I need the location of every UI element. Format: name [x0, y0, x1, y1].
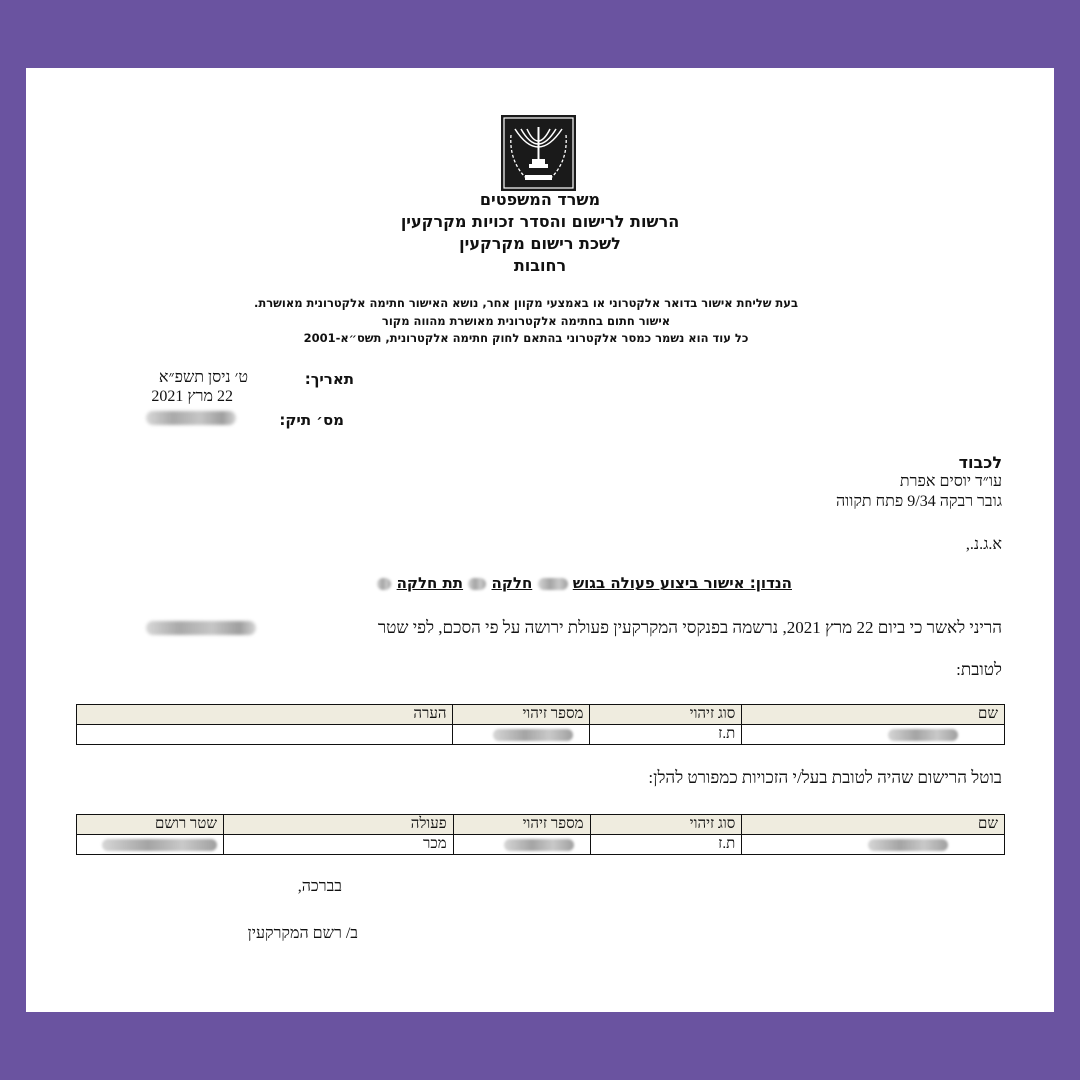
parcel-number-redacted	[468, 578, 486, 590]
name-cell	[742, 725, 1005, 745]
name-cell	[742, 835, 1005, 855]
id-type-cell: ת.ז	[590, 725, 742, 745]
file-number-label: מס׳ תיק:	[279, 411, 344, 429]
confirmation-text: הריני לאשר כי ביום 22 מרץ 2021, נרשמה בפנקסי המקרקעין פעולת ירושה על פי הסכם, לפי שטר	[377, 618, 1002, 637]
office-name: לשכת רישום מקרקעין	[459, 234, 621, 253]
salutation: לכבוד	[958, 453, 1002, 472]
office-city: רחובות	[513, 256, 567, 275]
date-label: תאריך:	[304, 370, 354, 388]
recipient-name: עו״ד יוסים אפרת	[899, 473, 1002, 490]
deed-number-redacted	[146, 621, 256, 635]
column-header: שם	[742, 815, 1005, 835]
cancelled-registration-label: בוטל הרישום שהיה לטובת בעל/י הזכויות כמפורט להלן:	[648, 768, 1002, 787]
recipient-address: גובר רבקה 9/34 פתח תקווה	[835, 493, 1002, 510]
document-page	[26, 68, 1054, 1012]
closing-regards: בברכה,	[297, 878, 342, 895]
cancelled-table	[76, 814, 1005, 855]
column-header: סוג זיהוי	[590, 815, 742, 835]
deed-redacted	[102, 839, 217, 851]
id-type-cell: ת.ז	[590, 835, 742, 855]
table-row	[77, 835, 1005, 855]
state-emblem	[501, 115, 576, 191]
notice-line-1: בעת שליחת אישור בדואר אלקטרוני או באמצעי מקוון אחר, נושא האישור חתימה אלקטרונית מאושרת.	[254, 296, 798, 310]
table-header-row	[77, 815, 1005, 835]
subject-line	[377, 574, 792, 592]
subject-subpart: תת חלקה	[396, 574, 464, 592]
subparcel-number-redacted	[377, 578, 391, 590]
date-gregorian: 22 מרץ 2021	[151, 388, 233, 405]
file-number-redacted	[146, 411, 236, 425]
column-header: פעולה	[224, 815, 454, 835]
column-header: מספר זיהוי	[453, 815, 590, 835]
table-row	[77, 725, 1005, 745]
notice-line-2: אישור חתום בחתימה אלקטרונית מאושרת מהווה מקור	[381, 314, 671, 328]
action-cell: מכר	[224, 835, 454, 855]
ministry-name: משרד המשפטים	[479, 190, 601, 209]
authority-name: הרשות לרישום והסדר זכויות מקרקעין	[400, 212, 680, 231]
column-header: מספר זיהוי	[453, 705, 590, 725]
subject-prefix: הנדון: אישור ביצוע פעולה בגוש	[572, 574, 792, 592]
id-number-redacted	[504, 839, 574, 851]
deed-cell	[77, 835, 224, 855]
id-number-redacted	[493, 729, 573, 741]
id-number-cell	[453, 725, 590, 745]
table-header-row	[77, 705, 1005, 725]
registrar-signature: ב/ רשם המקרקעין	[247, 925, 358, 942]
column-header: הערה	[77, 705, 453, 725]
greeting: א.ג.נ.,	[965, 536, 1002, 553]
column-header: שם	[742, 705, 1005, 725]
note-cell	[77, 725, 453, 745]
beneficiaries-label: לטובת:	[956, 660, 1002, 679]
block-number-redacted	[538, 578, 568, 590]
column-header: שטר רושם	[77, 815, 224, 835]
id-number-cell	[453, 835, 590, 855]
name-redacted	[868, 839, 948, 851]
date-hebrew: ט׳ ניסן תשפ״א	[158, 369, 248, 386]
beneficiaries-table	[76, 704, 1005, 745]
name-redacted	[888, 729, 958, 741]
subject-part: חלקה	[491, 574, 533, 592]
column-header: סוג זיהוי	[590, 705, 742, 725]
notice-line-3: כל עוד הוא נשמר כמסר אלקטרוני בהתאם לחוק חתימה אלקטרונית, תשס״א-2001	[303, 331, 749, 345]
